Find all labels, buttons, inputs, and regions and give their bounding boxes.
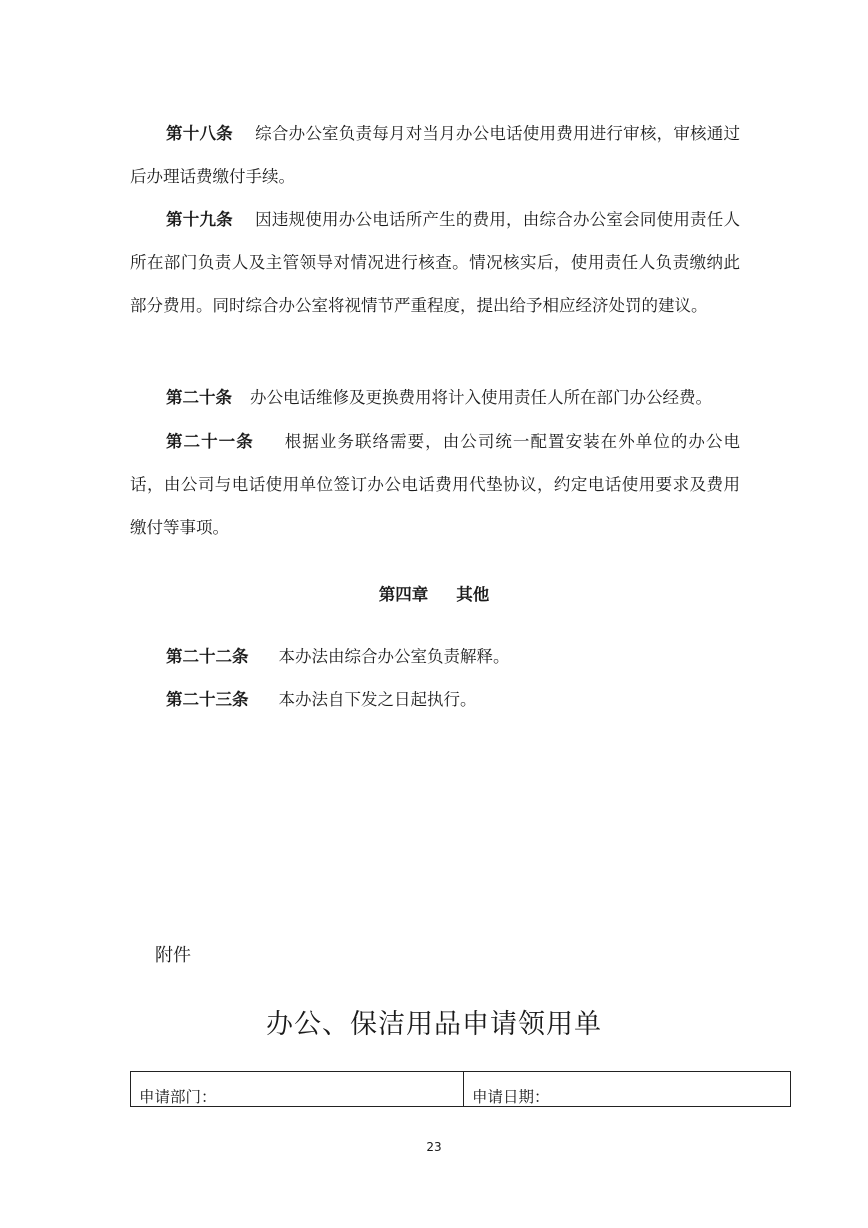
article-18-label: 第十八条	[166, 124, 233, 143]
article-23-text: 本办法自下发之日起执行。	[278, 690, 477, 709]
page-number: 23	[426, 1140, 442, 1154]
article-18-text: 综合办公室负责每月对当月办公电话使用费用进行审核，审核通过后办理话费缴付手续。	[130, 124, 741, 186]
article-22-label: 第二十二条	[166, 647, 249, 666]
article-21-text: 根据业务联络需要，由公司统一配置安装在外单位的办公电话，由公司与电话使用单位签订办公电话费用代垫协议，约定电话使用要求及费用缴付等事项。	[130, 432, 741, 537]
article-23-label: 第二十三条	[166, 690, 249, 709]
article-22-text: 本办法由综合办公室负责解释。	[278, 647, 510, 666]
article-19	[130, 198, 740, 327]
application-form-table	[130, 1071, 791, 1107]
department-field: 申请部门：	[131, 1072, 464, 1106]
article-20-label: 第二十条	[166, 388, 232, 407]
article-21	[130, 420, 740, 549]
form-title: 办公、保洁用品申请领用单	[266, 1009, 602, 1040]
article-20	[130, 376, 740, 419]
article-23	[130, 678, 740, 721]
article-20-text: 办公电话维修及更换费用将计入使用责任人所在部门办公经费。	[250, 388, 712, 407]
date-field: 申请日期：	[472, 1088, 550, 1106]
article-22	[130, 635, 740, 678]
article-19-text: 因违规使用办公电话所产生的费用，由综合办公室会同使用责任人所在部门负责人及主管领导对情况进行核查。情况核实后，使用责任人负责缴纳此部分费用。同时综合办公室将视情节严重程度，提出给予相应经济处罚的建议。	[130, 210, 741, 315]
chapter-name: 其他	[456, 585, 490, 604]
chapter-number: 第四章	[378, 585, 429, 604]
chapter-heading	[0, 573, 868, 616]
article-19-label: 第十九条	[166, 210, 233, 229]
article-18	[130, 112, 740, 198]
article-21-label: 第二十一条	[166, 432, 254, 451]
attachment-label: 附件	[155, 945, 191, 966]
